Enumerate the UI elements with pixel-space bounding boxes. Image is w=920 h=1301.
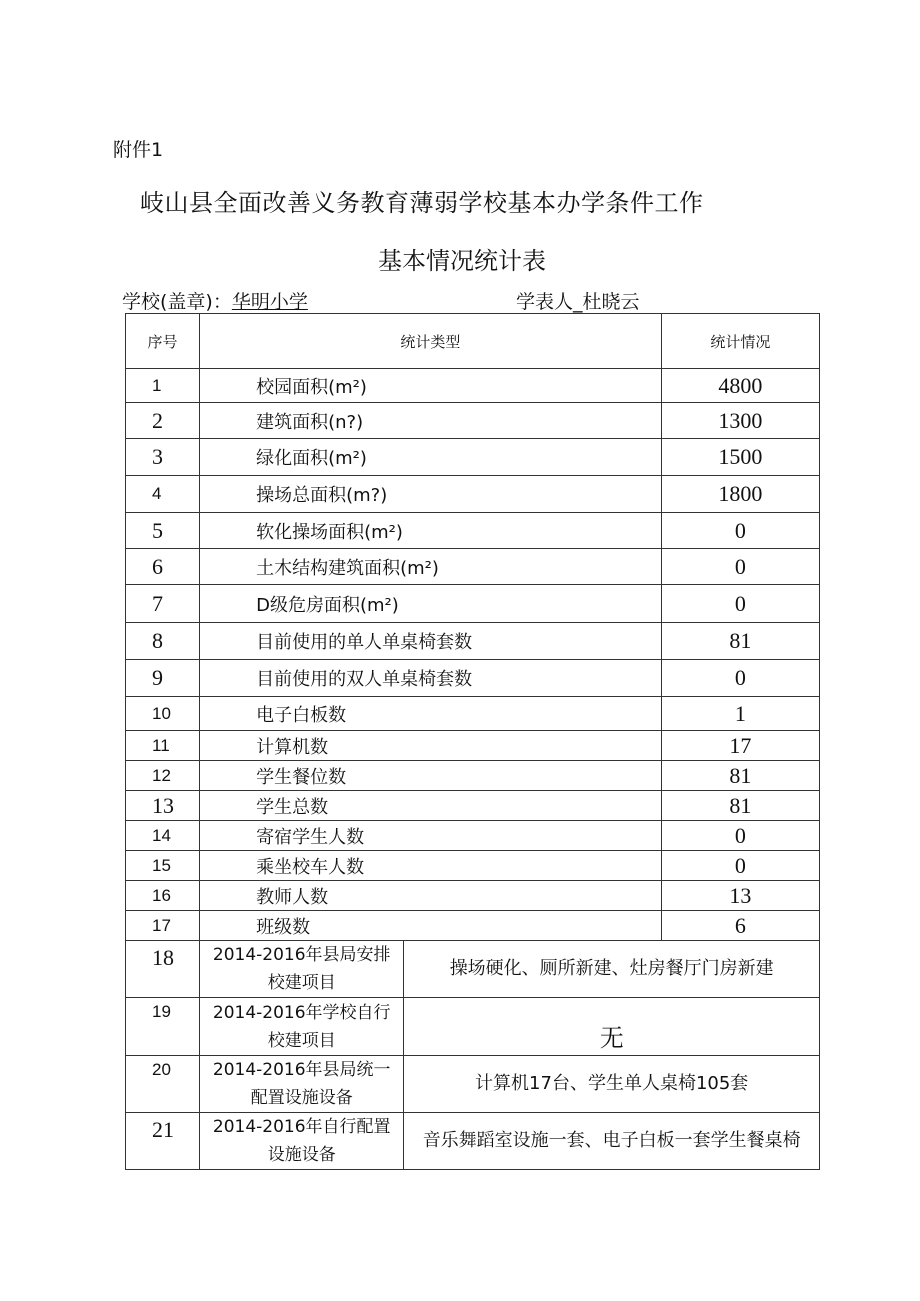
header-type: 统计类型 [200, 314, 662, 369]
header-value: 统计情况 [661, 314, 819, 369]
row-number: 5 [126, 513, 200, 549]
row-type: 学生总数 [200, 791, 662, 821]
row-number: 11 [126, 731, 200, 761]
row-value: 0 [661, 851, 819, 881]
table-row [126, 549, 820, 585]
row-type: 班级数 [200, 911, 662, 941]
row-number: 8 [126, 623, 200, 660]
table-row [126, 761, 820, 791]
row-number: 13 [126, 791, 200, 821]
project-description: 计算机17台、学生单人桌椅105套 [404, 1056, 820, 1113]
row-type: 乘坐校车人数 [200, 851, 662, 881]
row-type: 校园面积(m²) [200, 369, 662, 403]
header-no: 序号 [126, 314, 200, 369]
row-number: 14 [126, 821, 200, 851]
table-row [126, 881, 820, 911]
school-field [122, 287, 308, 314]
doc-title-line2: 基本情况统计表 [378, 247, 546, 275]
row-type: 教师人数 [200, 881, 662, 911]
row-type: 软化操场面积(m²) [200, 513, 662, 549]
row-type: 电子白板数 [200, 697, 662, 731]
table-row [126, 623, 820, 660]
row-number: 12 [126, 761, 200, 791]
row-value: 81 [661, 761, 819, 791]
row-value: 81 [661, 623, 819, 660]
row-value: 0 [661, 549, 819, 585]
row-type: 目前使用的双人单桌椅套数 [200, 660, 662, 697]
row-type: 学生餐位数 [200, 761, 662, 791]
project-description: 操场硬化、厕所新建、灶房餐厅门房新建 [404, 941, 820, 998]
project-item: 2014-2016年县局统一配置设施设备 [200, 1056, 404, 1113]
project-item: 2014-2016年学校自行校建项目 [200, 998, 404, 1056]
table-row [126, 513, 820, 549]
row-type: D级危房面积(m²) [200, 585, 662, 623]
row-value: 4800 [661, 369, 819, 403]
row-value: 0 [661, 585, 819, 623]
row-value: 0 [661, 660, 819, 697]
project-item: 2014-2016年自行配置设施设备 [200, 1113, 404, 1170]
filler-field: 学表人_杜晓云 [516, 291, 640, 313]
row-value: 1300 [661, 403, 819, 439]
row-number: 16 [126, 881, 200, 911]
row-number: 3 [126, 439, 200, 476]
row-number: 10 [126, 697, 200, 731]
row-value: 0 [661, 513, 819, 549]
row-value: 1800 [661, 476, 819, 513]
row-type: 寄宿学生人数 [200, 821, 662, 851]
row-number: 17 [126, 911, 200, 941]
table-row [126, 731, 820, 761]
row-type: 操场总面积(m?) [200, 476, 662, 513]
row-type: 土木结构建筑面积(m²) [200, 549, 662, 585]
table-row [126, 821, 820, 851]
table-row [126, 369, 820, 403]
project-row [126, 998, 820, 1056]
table-row [126, 476, 820, 513]
row-number: 6 [126, 549, 200, 585]
row-value: 1 [661, 697, 819, 731]
row-type: 绿化面积(m²) [200, 439, 662, 476]
row-value: 17 [661, 731, 819, 761]
row-number: 21 [126, 1113, 200, 1170]
attachment-label: 附件1 [113, 139, 164, 161]
row-number: 15 [126, 851, 200, 881]
doc-title-line1: 岐山县全面改善义务教育薄弱学校基本办学条件工作 [140, 189, 704, 217]
row-number: 19 [126, 998, 200, 1056]
row-value: 0 [661, 821, 819, 851]
row-number: 9 [126, 660, 200, 697]
project-row [126, 1113, 820, 1170]
row-value: 13 [661, 881, 819, 911]
row-type: 计算机数 [200, 731, 662, 761]
table-row [126, 403, 820, 439]
table-row [126, 911, 820, 941]
table-row [126, 697, 820, 731]
row-value: 81 [661, 791, 819, 821]
row-value: 6 [661, 911, 819, 941]
project-item: 2014-2016年县局安排校建项目 [200, 941, 404, 998]
table-row [126, 791, 820, 821]
project-row [126, 1056, 820, 1113]
row-number: 7 [126, 585, 200, 623]
row-number: 20 [126, 1056, 200, 1113]
row-value: 1500 [661, 439, 819, 476]
table-row [126, 585, 820, 623]
row-number: 1 [126, 369, 200, 403]
project-row [126, 941, 820, 998]
school-label: 学校(盖章)： [122, 291, 232, 313]
row-type: 目前使用的单人单桌椅套数 [200, 623, 662, 660]
table-header-row [126, 314, 820, 369]
table-row [126, 439, 820, 476]
project-description: 音乐舞蹈室设施一套、电子白板一套学生餐桌椅 [404, 1113, 820, 1170]
project-description: 无 [404, 998, 820, 1056]
row-number: 4 [126, 476, 200, 513]
table-row [126, 851, 820, 881]
statistics-table [125, 313, 820, 1170]
row-number: 18 [126, 941, 200, 998]
row-number: 2 [126, 403, 200, 439]
row-type: 建筑面积(n?) [200, 403, 662, 439]
table-row [126, 660, 820, 697]
school-name: 华明小学 [231, 291, 308, 313]
